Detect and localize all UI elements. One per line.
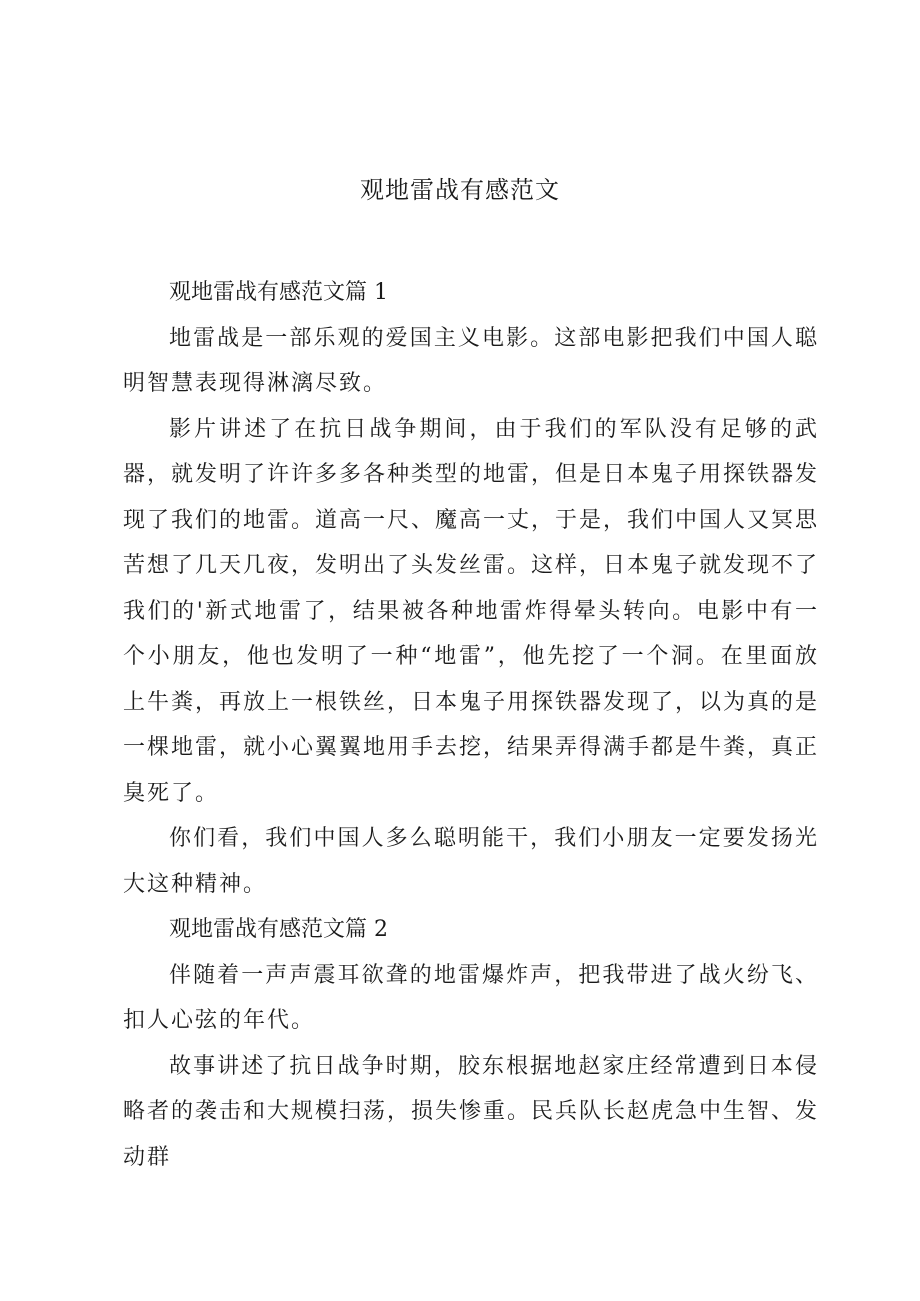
paragraph: 你们看，我们中国人多么聪明能干，我们小朋友一定要发扬光大这种精神。 xyxy=(123,826,819,897)
document-title: 观地雷战有感范文 xyxy=(360,176,560,204)
paragraph: 影片讲述了在抗日战争期间，由于我们的军队没有足够的武器，就发明了许许多多各种类型的地雷，但是日本鬼子用探铁器发现了我们的地雷。道高一尺、魔高一丈，于是，我们中国人又冥思苦想了几天几夜，发明出了头发丝雷。这样，日本鬼子就发现不了我们的'新式地雷了，结果被各种地雷炸得晕头转向。电影中有一个小朋友，他也发明了一种“地雷”，他先挖了一个洞。在里面放上牛粪，再放上一根铁丝，日本鬼子用探铁器发现了，以为真的是一棵地雷，就小心翼翼地用手去挖，结果弄得满手都是牛粪，真正臭死了。 xyxy=(123,416,820,806)
paragraph: 地雷战是一部乐观的爱国主义电影。这部电影把我们中国人聪明智慧表现得淋漓尽致。 xyxy=(123,325,819,396)
section-heading-2: 观地雷战有感范文篇 2 xyxy=(169,917,388,942)
paragraph: 伴随着一声声震耳欲聋的地雷爆炸声，把我带进了战火纷飞、扣人心弦的年代。 xyxy=(123,962,819,1033)
document-body xyxy=(123,270,819,1180)
section-heading-1: 观地雷战有感范文篇 1 xyxy=(169,280,388,305)
paragraph: 故事讲述了抗日战争时期，胶东根据地赵家庄经常遭到日本侵略者的袭击和大规模扫荡，损失惨重。民兵队长赵虎急中生智、发动群 xyxy=(123,1053,820,1170)
